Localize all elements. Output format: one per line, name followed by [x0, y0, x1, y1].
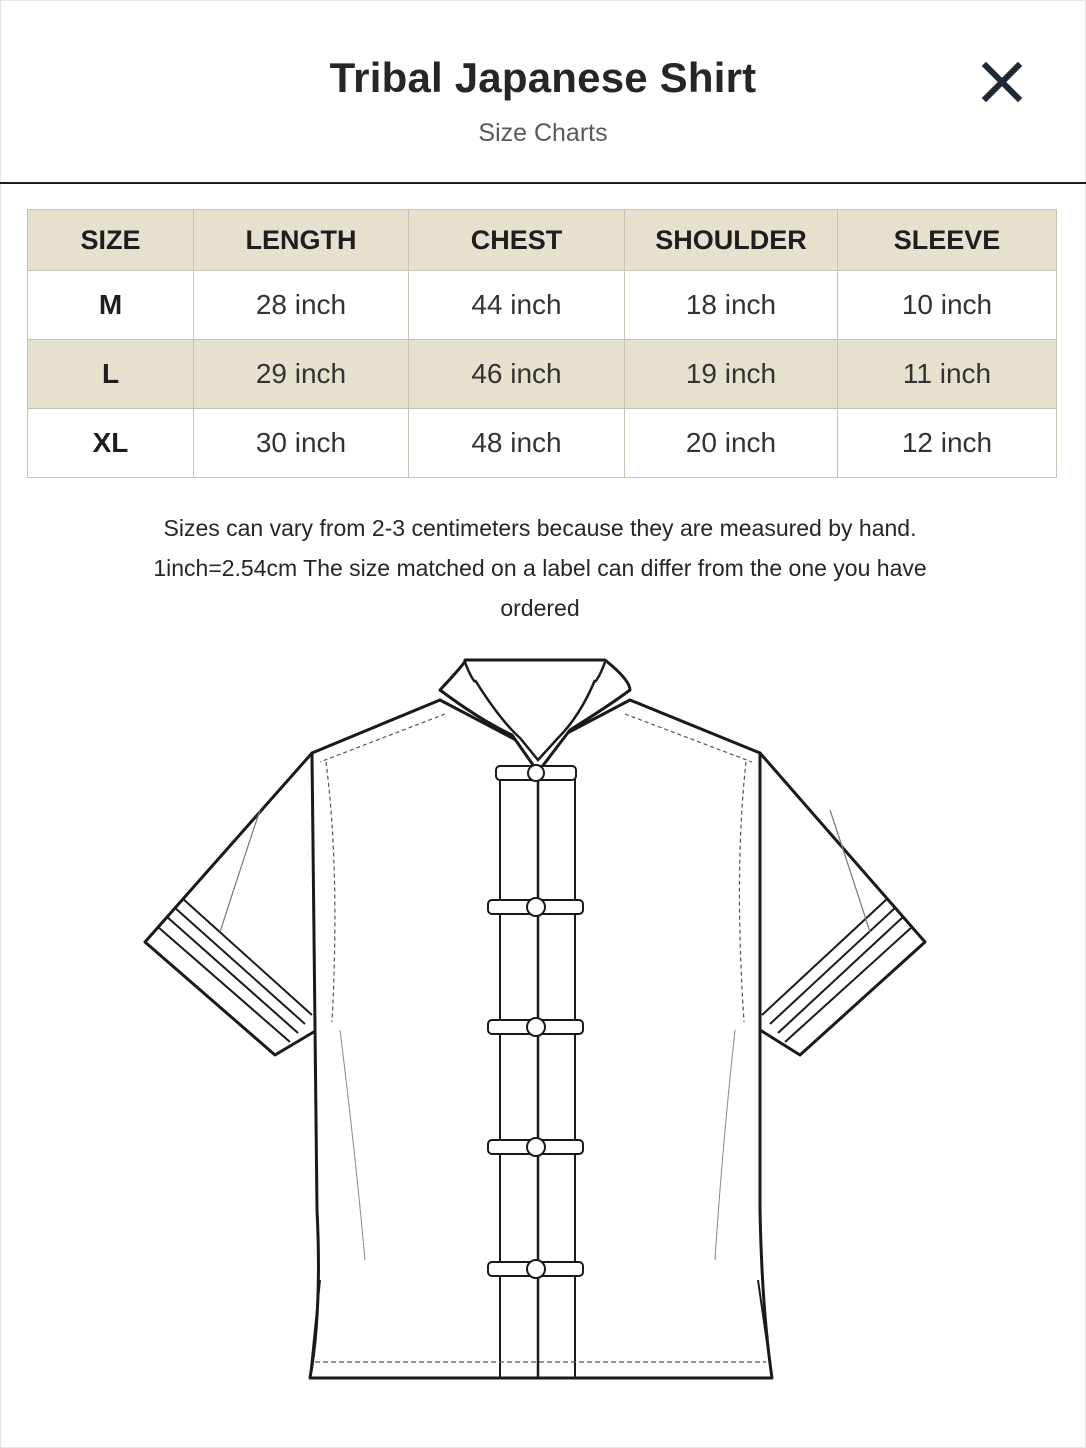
sleeve-cell: 11 inch	[838, 340, 1057, 409]
table-row	[28, 340, 1057, 409]
modal-header	[0, 0, 1086, 184]
length-cell: 29 inch	[194, 340, 409, 409]
chest-cell: 48 inch	[409, 409, 625, 478]
column-header-length: LENGTH	[194, 210, 409, 271]
close-button[interactable]	[978, 58, 1026, 106]
column-header-shoulder: SHOULDER	[625, 210, 838, 271]
shoulder-cell: 18 inch	[625, 271, 838, 340]
shirt-illustration	[140, 650, 940, 1410]
size-cell: XL	[28, 409, 194, 478]
note-line: 1inch=2.54cm The size matched on a label can differ from the one you have	[153, 555, 927, 581]
size-cell: L	[28, 340, 194, 409]
sleeve-cell: 10 inch	[838, 271, 1057, 340]
chest-cell: 44 inch	[409, 271, 625, 340]
table-row	[28, 271, 1057, 340]
table-row	[28, 409, 1057, 478]
length-cell: 30 inch	[194, 409, 409, 478]
close-icon	[978, 58, 1026, 106]
note-line: Sizes can vary from 2-3 centimeters because they are measured by hand.	[163, 515, 917, 541]
page-title: Tribal Japanese Shirt	[329, 54, 757, 101]
page-subtitle: Size Charts	[478, 119, 608, 147]
size-chart-table	[27, 209, 1057, 478]
sleeve-cell: 12 inch	[838, 409, 1057, 478]
column-header-chest: CHEST	[409, 210, 625, 271]
chest-cell: 46 inch	[409, 340, 625, 409]
size-cell: M	[28, 271, 194, 340]
column-header-sleeve: SLEEVE	[838, 210, 1057, 271]
note-line: ordered	[500, 595, 580, 621]
table-header-row	[28, 210, 1057, 271]
shoulder-cell: 19 inch	[625, 340, 838, 409]
shoulder-cell: 20 inch	[625, 409, 838, 478]
measurement-note	[100, 508, 980, 628]
length-cell: 28 inch	[194, 271, 409, 340]
shirt-icon	[140, 650, 940, 1410]
column-header-size: SIZE	[28, 210, 194, 271]
